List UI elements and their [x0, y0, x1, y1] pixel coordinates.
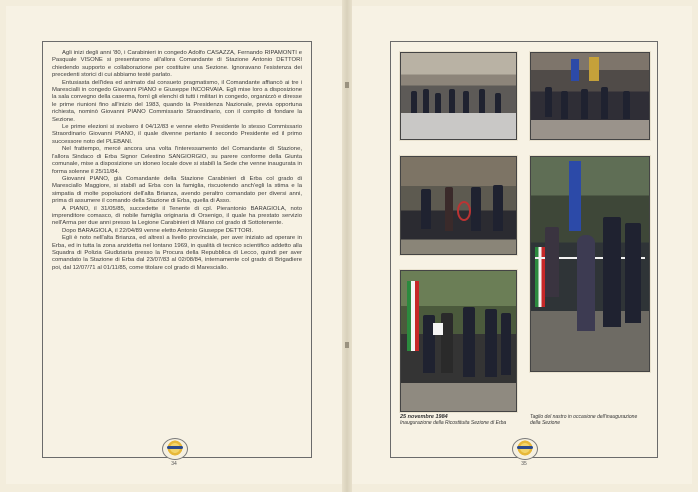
caption-date: 25 novembre 1984 [400, 414, 448, 420]
left-page [6, 6, 342, 484]
association-logo-icon [162, 438, 188, 460]
right-page [352, 6, 692, 484]
photo-ribbon-cutting [530, 156, 650, 372]
paragraph: Entusiasta dell'idea ed animato dal consueto pragmatismo, il Comandante affiancò ai tre i Marescialli in congedo Giovanni PIANO e Giuseppe INCORVAIA. Egli mise loro a disposizione la sala convegno della caserma, fornì gli elenchi di tutti i militari in congedo, organizzò e diresse le prime riunioni fino all'inizio del 1983, quando la Presidenza Nazionale, previa opportuna richiesta, nominò Giovanni PIANO Commissario Straordinario, con il compito di fondare la Sezione. [52, 79, 302, 123]
caption-inauguration [400, 414, 518, 426]
caption-text: Inaugurazione della Ricostituita Sezione di Erba [400, 420, 507, 426]
paragraph: Dopo BARAGIOLA, il 22/04/89 venne eletto Antonio Giuseppe DETTORI. [62, 227, 254, 234]
paragraph: Le prime elezioni si svolsero il 04/12/83 e venne eletto Presidente lo stesso Commissario Straordinario Giovanni PIANO, il quale divenne pertanto il secondo Presidente ed il primo successore noto del PLEBANI. [52, 124, 302, 145]
paragraph: Agli inizi degli anni '80, i Carabinieri in congedo Adolfo CASAZZA, Fernando RIPAMONTI e Pasquale VISONE si presentarono all'allora Comandante di Stazione Antonio DETTORI chiedendo supporto e collaborazione per costituire una Sezione. Ignoravano l'esistenza dei precedenti storici di cui abbiamo testé parlato. [52, 50, 302, 79]
spine-mark [345, 82, 349, 88]
paragraph: Nel frattempo, mercé ancora una volta l'interessamento del Comandante di Stazione, l'allora Sindaco di Erba Signor Celestino SANGIORGIO, su parere conforme della Giunta comunale, mise a disposizione un idoneo locale dove si stabilì la Sede che venne inaugurata in forma solenne il 25/11/84. [52, 146, 302, 175]
photo-wreath-ceremony [400, 156, 517, 255]
paragraph: Egli è noto nell'alta Brianza, ed altresì a livello provinciale, per aver iniziato ad operare in Erba, ed in tutta la zona anzidetta nel lontano 1969, in qualità di tecnico scientifico addetto alla Squadra di Polizia Giudiziaria presso la Procura della Repubblica di Lecco, quindi per aver comandato la Stazione di Erba dal 23/07/83 al 02/08/84, internamente col grado di Brigadiere poi, dal 12/07/71 al 01/11/85, come titolare col grado di Maresciallo. [52, 235, 302, 271]
paragraph: A PIANO, il 31/05/85, succedette il Tenente di cpl. Pierantonio BARAGIOLA, noto imprenditore comasco, di nobile famiglia originaria di Orsenigo, il quale ha prestato servizio nell'Arma per due anni presso la Legione Carabinieri di Milano col grado di Sottotenente. [52, 205, 302, 227]
photo-speech-flags [400, 270, 517, 412]
caption-ribbon-cutting [530, 414, 648, 426]
book-gutter [342, 0, 352, 492]
photo-band-march [530, 52, 650, 140]
paragraph: Giovanni PIANO, già Comandante della Stazione Carabinieri di Erba col grado di Maresciallo Maggiore, si stabilì ad Erba con la famiglia, riscuotendo anch'egli la stima e la simpatia di molte popolazioni dell'alta Brianza, avendo peraltro comandato per diversi anni, prima di assumere il comando della Stazione di Erba, quella di Asso. [52, 175, 302, 205]
page-number: 35 [521, 461, 527, 467]
photo-parade-street [400, 52, 517, 140]
page-number: 34 [171, 461, 177, 467]
history-text-column [52, 50, 302, 272]
association-logo-icon [512, 438, 538, 460]
spine-mark [345, 342, 349, 348]
caption-text: Taglio del nastro in occasione dell'inaugurazione della Sezione [530, 414, 638, 426]
